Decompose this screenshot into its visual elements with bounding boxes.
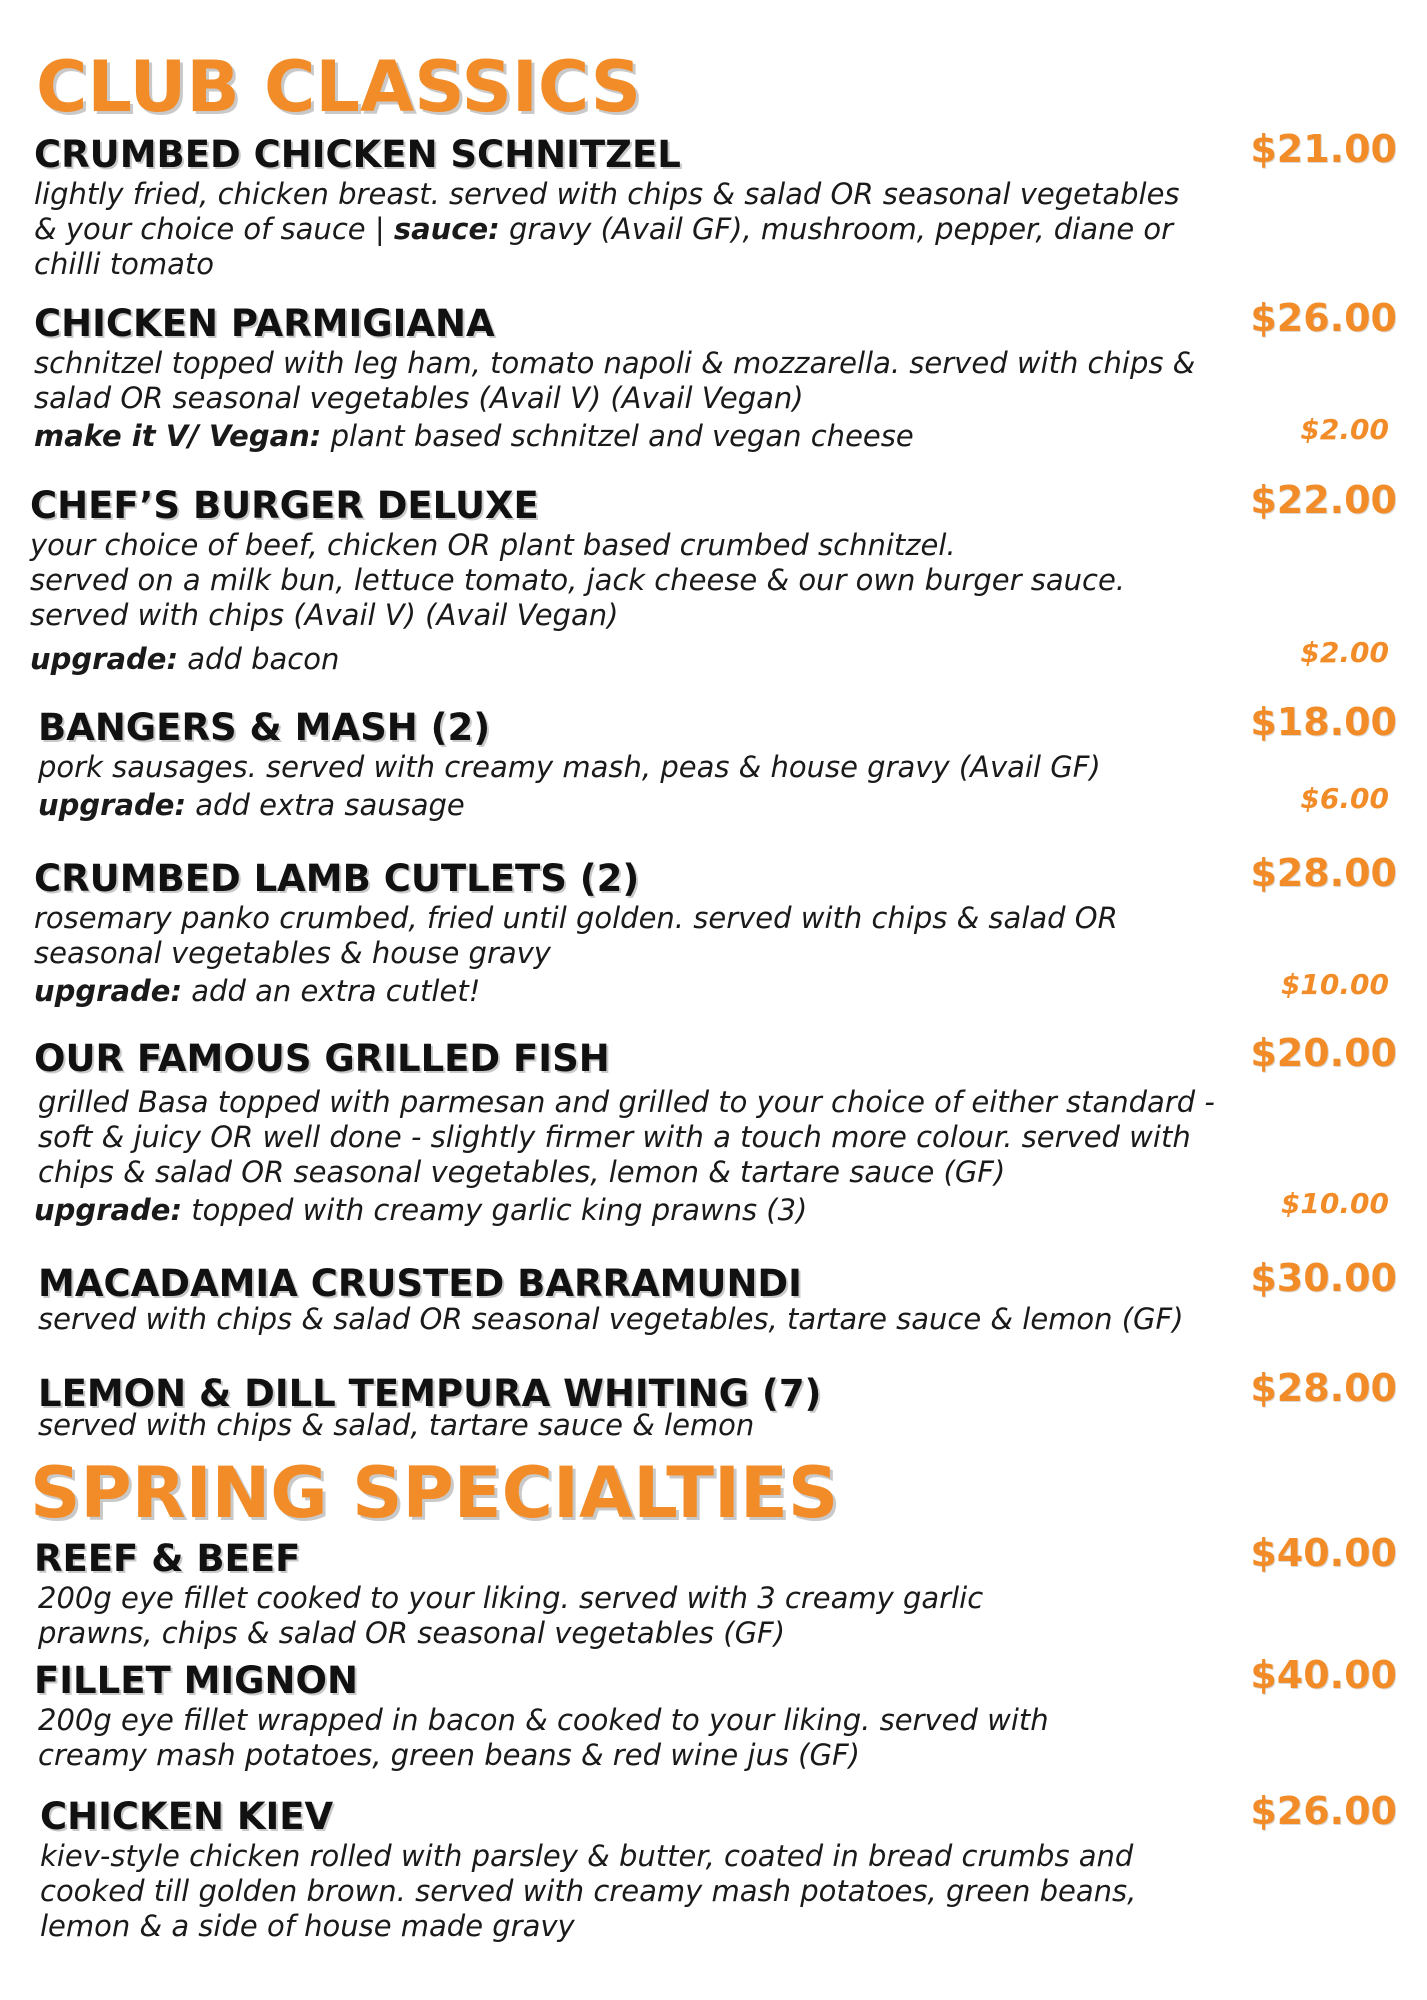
menu-item-fillet-mignon (34, 1653, 1397, 1773)
item-name: MACADAMIA CRUSTED BARRAMUNDI (38, 1262, 802, 1305)
item-price: $18.00 (1250, 700, 1397, 744)
item-description: schnitzel topped with leg ham, tomato napoli & mozzarella. served with chips & salad OR seasonal vegetables (Avail V) (Avail Vegan) (34, 346, 1196, 415)
item-name: REEF & BEEF (34, 1537, 301, 1580)
item-price: $26.00 (1250, 1789, 1397, 1833)
item-upgrade: upgrade: add an extra cutlet! $10.00 (34, 968, 1389, 1008)
upgrade-price: $2.00 (1300, 636, 1389, 669)
menu-item-lamb-cutlets (34, 851, 1397, 1009)
section-title-club-classics: CLUB CLASSICS (36, 46, 642, 128)
menu-item-bangers-mash (38, 700, 1397, 823)
menu-item-chicken-schnitzel (34, 127, 1397, 282)
item-description: 200g eye fillet cooked to your liking. served with 3 creamy garlic prawns, chips & salad OR seasonal vegetables (GF) (38, 1581, 984, 1650)
item-description: pork sausages. served with creamy mash, peas & house gravy (Avail GF) (38, 750, 1101, 784)
menu-item-barramundi (38, 1256, 1397, 1337)
item-name: OUR FAMOUS GRILLED FISH (34, 1037, 610, 1080)
item-name: CHEF’S BURGER DELUXE (30, 484, 539, 527)
upgrade-price: $2.00 (1300, 413, 1389, 446)
item-upgrade: upgrade: add extra sausage $6.00 (38, 782, 1389, 822)
menu-item-chefs-burger (30, 478, 1397, 677)
item-name: FILLET MIGNON (34, 1659, 358, 1702)
item-description: served with chips & salad OR seasonal vegetables, tartare sauce & lemon (GF) (38, 1302, 1184, 1336)
item-price: $28.00 (1250, 851, 1397, 895)
item-price: $28.00 (1250, 1366, 1397, 1410)
upgrade-price: $6.00 (1300, 782, 1389, 815)
item-price: $20.00 (1250, 1031, 1397, 1075)
menu-item-tempura-whiting (38, 1366, 1397, 1443)
section-title-spring-specialties: SPRING SPECIALTIES (30, 1452, 839, 1534)
item-price: $40.00 (1250, 1653, 1397, 1697)
item-name: CRUMBED CHICKEN SCHNITZEL (34, 133, 681, 176)
item-description: kiev-style chicken rolled with parsley & butter, coated in bread crumbs and cooked till golden brown. served with creamy mash potatoes, green beans, lemon & a side of house made gravy (40, 1839, 1137, 1943)
upgrade-price: $10.00 (1280, 968, 1389, 1001)
menu-item-grilled-fish (34, 1031, 1397, 1228)
item-description: lightly fried, chicken breast. served with chips & salad OR seasonal vegetables & your choice of sauce | sauce: gravy (Avail GF), mushroom, pepper, diane or chilli tomato (34, 177, 1180, 281)
item-price: $26.00 (1250, 296, 1397, 340)
item-price: $22.00 (1250, 478, 1397, 522)
item-description: rosemary panko crumbed, fried until golden. served with chips & salad OR seasonal vegetables & house gravy (34, 901, 1118, 970)
item-name: CHICKEN PARMIGIANA (34, 302, 495, 345)
item-name: CHICKEN KIEV (40, 1795, 334, 1838)
item-price: $21.00 (1250, 127, 1397, 171)
menu-item-chicken-kiev (40, 1789, 1397, 1944)
upgrade-price: $10.00 (1280, 1187, 1389, 1220)
item-price: $30.00 (1250, 1256, 1397, 1300)
item-upgrade: upgrade: add bacon $2.00 (30, 636, 1389, 676)
menu-item-chicken-parmigiana (34, 296, 1397, 454)
item-upgrade: upgrade: topped with creamy garlic king prawns (3) $10.00 (34, 1187, 1389, 1227)
item-price: $40.00 (1250, 1531, 1397, 1575)
item-description: your choice of beef, chicken OR plant based crumbed schnitzel. served on a milk bun, lettuce tomato, jack cheese & our own burger sauce. served with chips (Avail V) (Avail Vegan) (30, 528, 1126, 632)
item-name: LEMON & DILL TEMPURA WHITING (7) (38, 1372, 822, 1415)
item-description: grilled Basa topped with parmesan and grilled to your choice of either standard - soft & juicy OR well done - slightly firmer with a touch more colour. served with chips & salad OR seasonal vegetables, lemon & tartare sauce (GF) (38, 1085, 1215, 1189)
menu-item-reef-beef (34, 1531, 1397, 1651)
item-name: BANGERS & MASH (2) (38, 706, 491, 749)
item-upgrade: make it V/ Vegan: plant based schnitzel and vegan cheese $2.00 (34, 413, 1389, 453)
item-name: CRUMBED LAMB CUTLETS (2) (34, 857, 640, 900)
item-description: served with chips & salad, tartare sauce & lemon (38, 1408, 755, 1442)
item-description: 200g eye fillet wrapped in bacon & cooked to your liking. served with creamy mash potatoes, green beans & red wine jus (GF) (38, 1703, 1049, 1772)
